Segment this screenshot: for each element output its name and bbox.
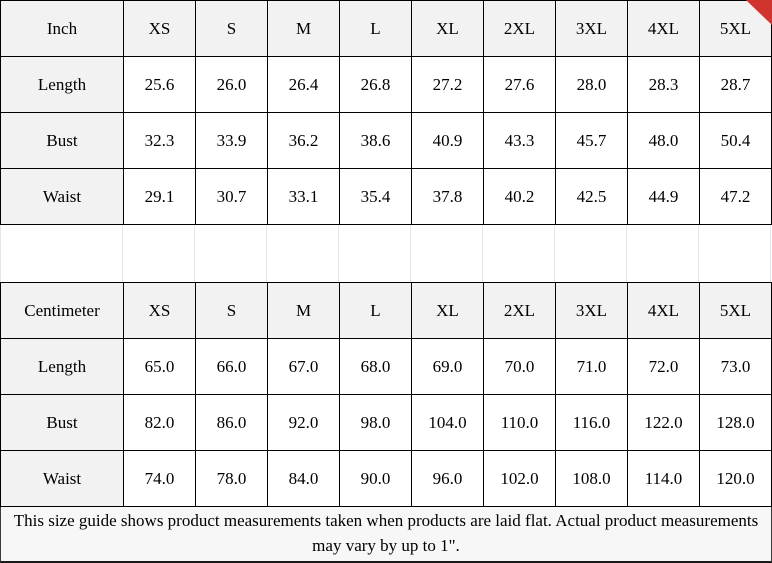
- size-header: L: [340, 283, 412, 339]
- size-header: 4XL: [628, 283, 700, 339]
- size-value-cell: 92.0: [268, 395, 340, 451]
- size-header: L: [340, 1, 412, 57]
- size-value-cell: 47.2: [700, 169, 772, 225]
- size-header: 2XL: [484, 1, 556, 57]
- size-value-cell: 36.2: [268, 113, 340, 169]
- size-value-cell: 84.0: [268, 451, 340, 507]
- size-value-cell: 28.7: [700, 57, 772, 113]
- size-value-cell: 43.3: [484, 113, 556, 169]
- row-label: Length: [1, 57, 124, 113]
- size-value-cell: 78.0: [196, 451, 268, 507]
- size-value-cell: 120.0: [700, 451, 772, 507]
- row-label: Bust: [1, 395, 124, 451]
- size-value-cell: 45.7: [556, 113, 628, 169]
- size-header: S: [196, 283, 268, 339]
- size-value-cell: 82.0: [124, 395, 196, 451]
- size-value-cell: 27.2: [412, 57, 484, 113]
- table-row-bust: [1, 395, 772, 451]
- size-value-cell: 128.0: [700, 395, 772, 451]
- size-header: 5XL: [700, 283, 772, 339]
- size-value-cell: 27.6: [484, 57, 556, 113]
- size-value-cell: 68.0: [340, 339, 412, 395]
- size-header: XL: [412, 283, 484, 339]
- size-value-cell: 33.1: [268, 169, 340, 225]
- size-header: 2XL: [484, 283, 556, 339]
- size-value-cell: 40.9: [412, 113, 484, 169]
- size-value-cell: 33.9: [196, 113, 268, 169]
- size-value-cell: 29.1: [124, 169, 196, 225]
- size-value-cell: 98.0: [340, 395, 412, 451]
- size-value-cell: 42.5: [556, 169, 628, 225]
- size-value-cell: 26.8: [340, 57, 412, 113]
- size-value-cell: 37.8: [412, 169, 484, 225]
- size-value-cell: 104.0: [412, 395, 484, 451]
- size-header: XL: [412, 1, 484, 57]
- size-value-cell: 44.9: [628, 169, 700, 225]
- size-value-cell: 96.0: [412, 451, 484, 507]
- size-value-cell: 40.2: [484, 169, 556, 225]
- row-label: Waist: [1, 169, 124, 225]
- size-value-cell: 30.7: [196, 169, 268, 225]
- size-value-cell: 71.0: [556, 339, 628, 395]
- unit-header-inch: Inch: [1, 1, 124, 57]
- size-value-cell: 122.0: [628, 395, 700, 451]
- size-value-cell: 110.0: [484, 395, 556, 451]
- size-value-cell: 116.0: [556, 395, 628, 451]
- size-value-cell: 38.6: [340, 113, 412, 169]
- size-value-cell: 70.0: [484, 339, 556, 395]
- size-value-cell: 28.0: [556, 57, 628, 113]
- size-header: 3XL: [556, 1, 628, 57]
- table-row-length: [1, 339, 772, 395]
- size-header: S: [196, 1, 268, 57]
- red-corner-marker-icon: [746, 0, 772, 25]
- row-label: Waist: [1, 451, 124, 507]
- size-header: 4XL: [628, 1, 700, 57]
- size-value-cell: 67.0: [268, 339, 340, 395]
- size-value-cell: 65.0: [124, 339, 196, 395]
- table-row-bust: [1, 113, 772, 169]
- table-row-length: [1, 57, 772, 113]
- size-value-cell: 32.3: [124, 113, 196, 169]
- size-header: XS: [124, 1, 196, 57]
- size-header: XS: [124, 283, 196, 339]
- size-header: M: [268, 283, 340, 339]
- size-value-cell: 66.0: [196, 339, 268, 395]
- size-value-cell: 50.4: [700, 113, 772, 169]
- unit-header-centimeter: Centimeter: [1, 283, 124, 339]
- size-value-cell: 25.6: [124, 57, 196, 113]
- row-label: Length: [1, 339, 124, 395]
- centimeter-size-table: [0, 282, 772, 507]
- inch-header-row: [1, 1, 772, 57]
- size-header: M: [268, 1, 340, 57]
- table-row-waist: [1, 451, 772, 507]
- centimeter-header-row: [1, 283, 772, 339]
- size-value-cell: 69.0: [412, 339, 484, 395]
- disclaimer-text: This size guide shows product measurements taken when products are laid flat. Actual product measurements may vary by up to 1".: [13, 511, 759, 555]
- size-value-cell: 35.4: [340, 169, 412, 225]
- row-label: Bust: [1, 113, 124, 169]
- size-guide-disclaimer: [0, 507, 772, 563]
- size-value-cell: 72.0: [628, 339, 700, 395]
- size-value-cell: 114.0: [628, 451, 700, 507]
- table-spacer: [0, 225, 771, 282]
- table-row-waist: [1, 169, 772, 225]
- size-value-cell: 48.0: [628, 113, 700, 169]
- size-value-cell: 102.0: [484, 451, 556, 507]
- size-value-cell: 74.0: [124, 451, 196, 507]
- size-value-cell: 90.0: [340, 451, 412, 507]
- size-header: 5XL: [700, 1, 772, 57]
- size-header: 3XL: [556, 283, 628, 339]
- size-value-cell: 86.0: [196, 395, 268, 451]
- size-value-cell: 108.0: [556, 451, 628, 507]
- size-value-cell: 26.0: [196, 57, 268, 113]
- size-value-cell: 26.4: [268, 57, 340, 113]
- size-value-cell: 28.3: [628, 57, 700, 113]
- size-value-cell: 73.0: [700, 339, 772, 395]
- inch-size-table: [0, 0, 772, 225]
